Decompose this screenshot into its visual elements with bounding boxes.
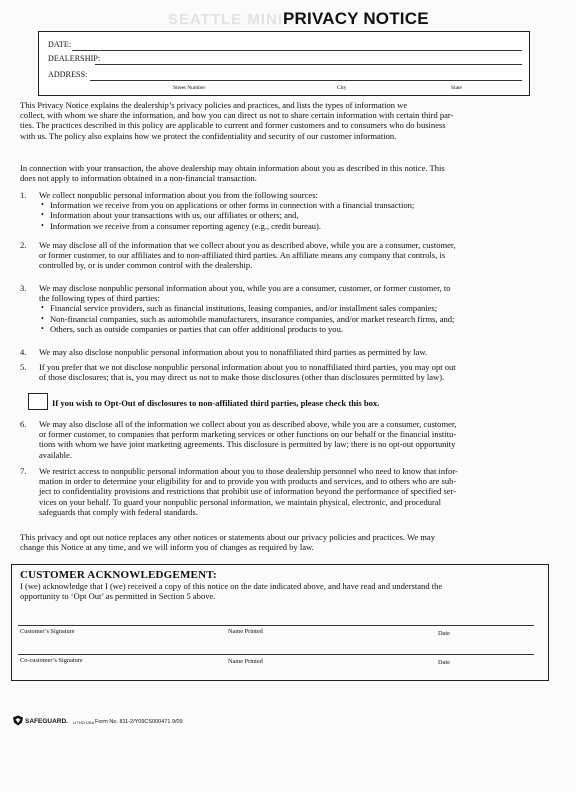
name-printed-label: Name Printed <box>228 658 263 665</box>
text-line: controlled by, or is under common control with the dealership. <box>39 260 253 271</box>
text-line: We may also disclose all of the information we collect about you as described above, while you are a consumer, customer, <box>39 419 457 429</box>
text-line: does not apply to information obtained in a non-financial transaction. <box>20 173 257 184</box>
optout-checkbox[interactable] <box>28 393 48 410</box>
section-number: 5. <box>20 362 27 372</box>
form-number: Form No. 811-2/Y09CS000471 9/09 <box>95 718 183 725</box>
address-field[interactable] <box>90 80 522 81</box>
date-row <box>48 37 523 51</box>
text-line: available. <box>39 449 72 460</box>
text-line: of those disclosures; that is, you may direct us not to make those disclosures (other than disclosures permitted by law). <box>39 372 445 383</box>
text-line: We collect nonpublic personal information about you from the following sources: <box>39 190 318 200</box>
text-line: tions with whom we have joint marketing agreements. This disclosure is permitted by law; there is no opt-out opportunity <box>39 439 456 450</box>
state-label: State <box>451 85 462 91</box>
closing-paragraph <box>20 532 540 552</box>
street-number-label: Street Number <box>173 85 206 91</box>
safeguard-shield-icon <box>12 715 24 726</box>
bullet-icon: • <box>41 323 44 333</box>
text-line: opportunity to ‘Opt Out’ as permitted in Section 5 above. <box>20 591 216 602</box>
bullet-icon: • <box>41 313 44 323</box>
date-label: Date <box>438 659 450 666</box>
acknowledgement-text <box>20 581 540 601</box>
logo-text: SAFEGUARD. <box>25 718 68 725</box>
text-line: This privacy and opt out notice replaces any other notices or statements about our privacy policies and practices. We may <box>20 532 435 542</box>
form-header <box>0 9 576 33</box>
section-number: 6. <box>20 419 27 429</box>
bullet-icon: • <box>41 303 44 313</box>
customer-signature-line[interactable] <box>18 625 534 626</box>
text-line: collect, with whom we share the information, and how you can direct us not to share certain information with certain third par- <box>20 110 454 121</box>
litho-code: LITHO USA <box>73 719 95 725</box>
dealership-label: DEALERSHIP: <box>48 54 101 63</box>
text-line: ties. The practices described in this policy are applicable to current and former customers and to consumers who do business <box>20 120 446 131</box>
date-label: Date <box>438 630 450 637</box>
name-printed-label: Name Printed <box>228 628 263 635</box>
text-line: vices on your behalf. To guard your nonpublic personal information, we maintain physical, electronic, and procedural <box>39 496 442 507</box>
text-line: In connection with your transaction, the above dealership may obtain information about you as described in this notice. This <box>20 163 445 173</box>
bullet-text: Non-financial companies, such as automobile manufacturers, insurance companies, and/or market research firms, and; <box>50 313 455 324</box>
transaction-paragraph <box>20 163 540 183</box>
bullet-text: Information we receive from a consumer reporting agency (e.g., credit bureau). <box>50 220 322 231</box>
bullet-icon: • <box>41 220 44 230</box>
customer-acknowledgement-box <box>11 564 549 681</box>
page-title: PRIVACY NOTICE <box>283 9 429 28</box>
text-line: We may also disclose nonpublic personal information about you to nonaffiliated third parties as permitted by law. <box>39 347 428 357</box>
text-line: This Privacy Notice explains the dealership’s privacy policies and practices, and lists the types of information we <box>20 100 408 110</box>
text-line: We restrict access to nonpublic personal information about you to those dealership personnel who need to know that infor- <box>39 466 458 476</box>
address-label: ADDRESS: <box>48 70 88 79</box>
dealership-field[interactable] <box>95 64 522 65</box>
bullet-icon: • <box>41 200 44 210</box>
cocustomer-signature-line[interactable] <box>18 654 534 655</box>
section-number: 7. <box>20 466 27 476</box>
dealer-info-box <box>38 31 530 96</box>
dealership-row <box>48 51 523 65</box>
text-line: We may disclose all of the information that we collect about you as described above, while you are a consumer, customer, <box>39 240 456 250</box>
optout-row <box>28 393 508 412</box>
text-line: or former customer, to companies that perform marketing services or other functions on our behalf or the financial institu- <box>39 429 457 440</box>
bullet-text: Financial service providers, such as financial institutions, leasing companies, and/or installment sales companies; <box>50 303 438 314</box>
section-number: 1. <box>20 190 27 200</box>
text-line: We may disclose nonpublic personal information about you, while you are a consumer, customer, or former customer, to <box>39 283 451 293</box>
city-label: City <box>337 85 347 91</box>
text-line: I (we) acknowledge that I (we) received a copy of this notice on the date indicated above, and have read and understand the <box>20 581 443 591</box>
acknowledgement-title: CUSTOMER ACKNOWLEDGEMENT: <box>20 569 217 581</box>
section-number: 3. <box>20 283 27 293</box>
text-line: change this Notice at any time, and we will inform you of changes as required by law. <box>20 542 314 553</box>
bullet-text: Others, such as outside companies or parties that can offer additional products to you. <box>50 323 343 334</box>
text-line: safeguards that comply with federal standards. <box>39 506 199 517</box>
address-row <box>48 67 523 81</box>
date-label: DATE: <box>48 40 72 49</box>
bullet-icon: • <box>41 210 44 220</box>
text-line: mation in order to determine your eligibility for and to provide you with products and services, and to others who are sub- <box>39 476 457 487</box>
text-line: with us. The policy also explains how we protect the confidentiality and security of our customer information. <box>20 130 397 141</box>
form-footer <box>12 717 312 729</box>
intro-paragraph <box>20 100 540 141</box>
section-number: 2. <box>20 240 27 250</box>
bullet-text: Information we receive from you on applications or other forms in connection with a financial transaction; <box>50 200 415 211</box>
optout-label: If you wish to Opt-Out of disclosures to non-affiliated third parties, please check this box. <box>52 398 380 408</box>
text-line: If you prefer that we not disclose nonpublic personal information about you to nonaffiliated third parties, you may opt out <box>39 362 456 372</box>
bullet-text: Information about your transactions with us, our affiliates or others; and, <box>50 210 299 221</box>
cocustomer-signature-label: Co-customer’s Signature <box>20 657 83 664</box>
customer-signature-label: Customer’s Signature <box>20 628 75 635</box>
text-line: or former customer, to our affiliates and to non-affiliated third parties. An affiliate means any company that controls, is <box>39 250 446 261</box>
text-line: ject to confidentiality provisions and restrictions that prohibit use of information beyond the performance of specified ser- <box>39 486 457 497</box>
faded-dealer-name: SEATTLE MINI <box>167 11 283 28</box>
section-number: 4. <box>20 347 27 357</box>
text-line: the following types of third parties: <box>39 293 160 304</box>
